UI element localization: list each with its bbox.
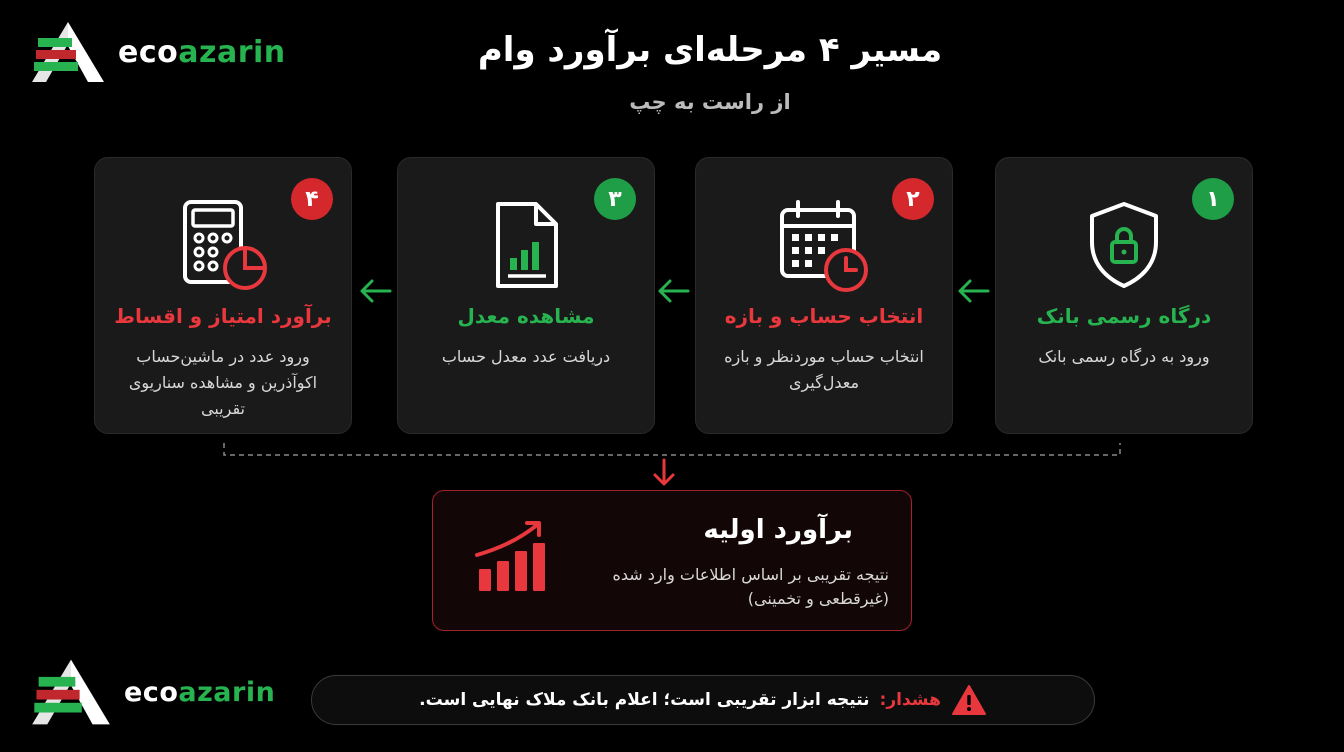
step-title-2: انتخاب حساب و بازه xyxy=(724,304,924,328)
flow-arrow-left-icon xyxy=(956,278,990,304)
step-badge-3: ۳ xyxy=(594,178,636,220)
warning-triangle-icon xyxy=(951,684,987,716)
calendar-clock-icon xyxy=(776,198,872,294)
shield-lock-icon xyxy=(1076,198,1172,294)
logo-mark-icon xyxy=(30,655,112,729)
arrow-down-icon xyxy=(651,458,677,488)
step-card-4 xyxy=(94,157,352,434)
result-title: برآورد اولیه xyxy=(703,515,853,545)
step-description-3: دریافت عدد معدل حساب xyxy=(441,347,611,366)
page-subtitle: از راست به چپ xyxy=(629,90,791,114)
flow-arrow-left-icon xyxy=(656,278,690,304)
result-box xyxy=(432,490,912,631)
step-card-3 xyxy=(397,157,655,434)
step-description-2: انتخاب حساب موردنظر و بازه معدل‌گیری xyxy=(724,347,924,392)
step-badge-4: ۴ xyxy=(291,178,333,220)
document-chart-icon xyxy=(478,198,574,294)
step-description-1: ورود به درگاه رسمی بانک xyxy=(1038,347,1210,366)
dashed-connector xyxy=(222,443,1122,457)
step-description-4: ورود عدد در ماشین‌حساب اکوآذرین و مشاهده سناریوی تقریبی xyxy=(128,347,318,418)
step-title-1: درگاه رسمی بانک xyxy=(1036,304,1212,328)
logo-mark-icon xyxy=(30,20,106,84)
logo-wordmark: ecoazarin xyxy=(124,676,276,708)
logo-wordmark: ecoazarin xyxy=(118,34,286,70)
step-card-1 xyxy=(995,157,1253,434)
step-badge-2: ۲ xyxy=(892,178,934,220)
warning-banner xyxy=(311,675,1095,725)
result-description: نتیجه تقریبی بر اساس اطلاعات وارد شده (غیرقطعی و تخمینی) xyxy=(612,565,889,608)
step-card-2 xyxy=(695,157,953,434)
growth-chart-icon xyxy=(473,519,549,595)
step-title-3: مشاهده معدل xyxy=(457,304,595,328)
calculator-pie-icon xyxy=(175,198,271,294)
warning-text: نتیجه ابزار تقریبی است؛ اعلام بانک ملاک نهایی است. xyxy=(419,690,870,710)
warning-label: هشدار: xyxy=(879,690,941,710)
step-badge-1: ۱ xyxy=(1192,178,1234,220)
brand-logo xyxy=(30,20,286,84)
brand-logo-bottom xyxy=(30,655,275,729)
flow-arrow-left-icon xyxy=(358,278,392,304)
step-title-4: برآورد امتیاز و اقساط xyxy=(114,304,332,328)
page-title: مسیر ۴ مرحله‌ای برآورد وام xyxy=(477,30,943,70)
